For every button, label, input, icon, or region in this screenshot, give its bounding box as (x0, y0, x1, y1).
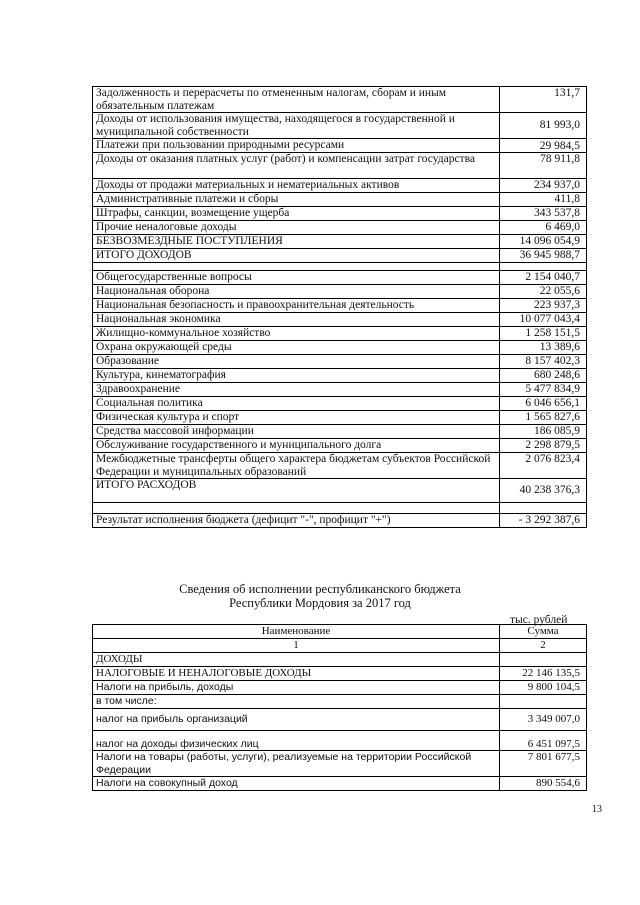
row-value: 186 085,9 (500, 425, 587, 439)
row-value: 223 937,3 (500, 299, 587, 313)
row-name: Физическая культура и спорт (93, 411, 500, 425)
table-row (93, 653, 587, 667)
row-value: 6 469,0 (500, 221, 587, 235)
row-value: 680 248,6 (500, 369, 587, 383)
row-name: налог на прибыль организаций (93, 709, 500, 731)
row-name: в том числе: (93, 695, 500, 709)
table-row (93, 709, 587, 731)
table-row (93, 179, 587, 193)
row-value: 22 055,6 (500, 285, 587, 299)
table-row (93, 479, 587, 503)
republic-budget-table (92, 624, 587, 791)
budget-table-continued (92, 86, 587, 528)
table-row (93, 777, 587, 791)
header-num-1: 1 (93, 639, 500, 653)
row-value: 2 154 040,7 (500, 271, 587, 285)
total-expenses-label: ИТОГО РАСХОДОВ (93, 479, 500, 503)
row-name: Культура, кинематография (93, 369, 500, 383)
row-value: 29 984,5 (500, 139, 587, 153)
row-value: 1 565 827,6 (500, 411, 587, 425)
income-label: ДОХОДЫ (93, 653, 500, 667)
row-name: Национальная безопасность и правоохранительная деятельность (93, 299, 500, 313)
row-name: налог на доходы физических лиц (93, 731, 500, 751)
table-row (93, 341, 587, 355)
row-value: 78 911,8 (500, 153, 587, 179)
table-row (93, 695, 587, 709)
units-label: тыс. рублей (510, 614, 568, 626)
row-value: 343 537,8 (500, 207, 587, 221)
row-value: 6 451 097,5 (500, 731, 587, 751)
table-row (93, 139, 587, 153)
row-name: Административные платежи и сборы (93, 193, 500, 207)
table-row (93, 397, 587, 411)
row-name: Штрафы, санкции, возмещение ущерба (93, 207, 500, 221)
row-value: 6 046 656,1 (500, 397, 587, 411)
row-name: Национальная экономика (93, 313, 500, 327)
table-row (93, 411, 587, 425)
table-row (93, 285, 587, 299)
table-row (93, 681, 587, 695)
row-value: 411,8 (500, 193, 587, 207)
row-value: 2 298 879,5 (500, 439, 587, 453)
table-row (93, 355, 587, 369)
row-name: Налоги на товары (работы, услуги), реализуемые на территории Российской Федерации (93, 751, 500, 777)
row-name: Межбюджетные трансферты общего характера бюджетам субъектов Российской Федерации и муниципальных образований (93, 453, 500, 479)
section-title-line1: Сведения об исполнении республиканского бюджета (179, 582, 461, 596)
row-value: 14 096 054,9 (500, 235, 587, 249)
row-value: 1 258 151,5 (500, 327, 587, 341)
row-name: ИТОГО ДОХОДОВ (93, 249, 500, 263)
row-name: Доходы от продажи материальных и нематериальных активов (93, 179, 500, 193)
table-header-row (93, 625, 587, 639)
row-name: Налоги на прибыль, доходы (93, 681, 500, 695)
row-name: Обслуживание государственного и муниципального долга (93, 439, 500, 453)
table-row (93, 249, 587, 263)
table-row (93, 327, 587, 341)
row-value: 5 477 834,9 (500, 383, 587, 397)
spacer-row (93, 263, 587, 271)
table-row (93, 271, 587, 285)
row-name: БЕЗВОЗМЕЗДНЫЕ ПОСТУПЛЕНИЯ (93, 235, 500, 249)
table-row (93, 453, 587, 479)
table-row (93, 514, 587, 528)
header-num-2: 2 (500, 639, 587, 653)
table-row (93, 667, 587, 681)
row-name: Платежи при пользовании природными ресурсами (93, 139, 500, 153)
row-value: 7 801 677,5 (500, 751, 587, 777)
row-name: Доходы от оказания платных услуг (работ) и компенсации затрат государства (93, 153, 500, 179)
table-row (93, 221, 587, 235)
row-value: 9 800 104,5 (500, 681, 587, 695)
row-value: 13 389,6 (500, 341, 587, 355)
result-value: - 3 292 387,6 (500, 514, 587, 528)
row-name: Образование (93, 355, 500, 369)
row-value: 2 076 823,4 (500, 453, 587, 479)
row-value: 234 937,0 (500, 179, 587, 193)
header-name: Наименование (93, 625, 500, 639)
table-row (93, 313, 587, 327)
section-title-line2: Республики Мордовия за 2017 год (229, 596, 411, 610)
total-expenses-value: 40 238 376,3 (500, 479, 587, 503)
result-label: Результат исполнения бюджета (дефицит "-", профицит "+") (93, 514, 500, 528)
row-name: Доходы от использования имущества, находящегося в государственной и муниципальной собственности (93, 113, 500, 139)
table-header-num-row (93, 639, 587, 653)
page-number: 13 (592, 804, 602, 815)
row-name: Прочие неналоговые доходы (93, 221, 500, 235)
row-value: 81 993,0 (500, 113, 587, 139)
row-name: Жилищно-коммунальное хозяйство (93, 327, 500, 341)
table-row (93, 751, 587, 777)
row-name: Охрана окружающей среды (93, 341, 500, 355)
row-name: НАЛОГОВЫЕ И НЕНАЛОГОВЫЕ ДОХОДЫ (93, 667, 500, 681)
row-name: Национальная оборона (93, 285, 500, 299)
row-value: 3 349 007,0 (500, 709, 587, 731)
table-row (93, 87, 587, 113)
row-name: Задолженность и перерасчеты по отмененным налогам, сборам и иным обязательным платежам (93, 87, 500, 113)
table-row (93, 153, 587, 179)
spacer-row (93, 503, 587, 514)
table-row (93, 193, 587, 207)
row-name: Здравоохранение (93, 383, 500, 397)
table-row (93, 299, 587, 313)
header-value: Сумма (500, 625, 587, 639)
row-value: 890 554,6 (500, 777, 587, 791)
row-value: 8 157 402,3 (500, 355, 587, 369)
table-row (93, 235, 587, 249)
table-row (93, 731, 587, 751)
row-value: 22 146 135,5 (500, 667, 587, 681)
row-name: Социальная политика (93, 397, 500, 411)
table-row (93, 369, 587, 383)
table-row (93, 113, 587, 139)
row-name: Налоги на совокупный доход (93, 777, 500, 791)
table-row (93, 383, 587, 397)
row-value (500, 695, 587, 709)
row-name: Общегосударственные вопросы (93, 271, 500, 285)
row-value: 131,7 (500, 87, 587, 113)
row-name: Средства массовой информации (93, 425, 500, 439)
table-row (93, 207, 587, 221)
row-value: 10 077 043,4 (500, 313, 587, 327)
table-row (93, 425, 587, 439)
table-row (93, 439, 587, 453)
row-value: 36 945 988,7 (500, 249, 587, 263)
